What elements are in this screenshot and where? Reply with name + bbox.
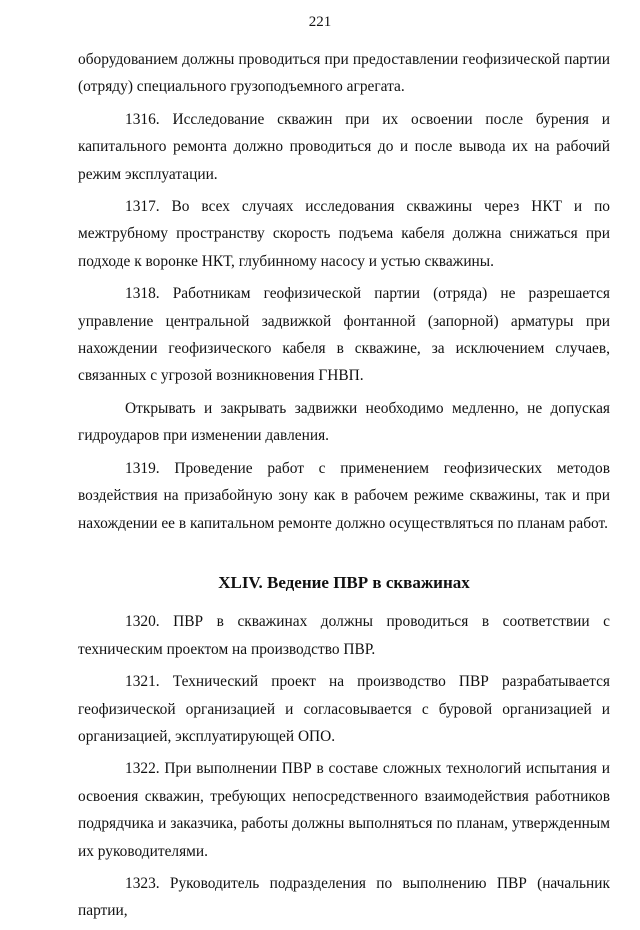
paragraph-1320: 1320. ПВР в скважинах должны проводиться в соответствии с техническим проектом на производство ПВР. bbox=[78, 613, 610, 658]
paragraph-continuation: оборудованием должны проводиться при предоставлении геофизической партии (отряду) специального грузоподъемного агрегата. bbox=[78, 51, 610, 96]
paragraph-1319: 1319. Проведение работ с применением геофизических методов воздействия на призабойную зону как в рабочем режиме скважины, так и при нахождении ее в капитальном ремонте должно осуществляться по планам работ. bbox=[78, 459, 610, 532]
paragraph-1321: 1321. Технический проект на производство ПВР разрабатывается геофизической организацией и согласовывается с буровой организацией и организацией, эксплуатирующей ОПО. bbox=[78, 673, 610, 745]
page-body bbox=[78, 46, 610, 930]
paragraph-1322: 1322. При выполнении ПВР в составе сложных технологий испытания и освоения скважин, требующих непосредственного взаимодействия работников подрядчика и заказчика, работы должны выполняться по планам, утвержденным их руководителями. bbox=[78, 760, 610, 860]
paragraph-1323: 1323. Руководитель подразделения по выполнению ПВР (начальник партии, bbox=[78, 874, 610, 920]
page-number: 221 bbox=[308, 14, 332, 30]
paragraph-1318: 1318. Работникам геофизической партии (отряда) не разрешается управление центральной задвижкой фонтанной (запорной) арматуры при нахождении геофизического кабеля в скважине, за исключением случаев, связанных с угрозой возникновения ГНВП. bbox=[78, 285, 610, 385]
section-heading: XLIV. Ведение ПВР в скважинах bbox=[218, 572, 470, 592]
paragraph-1318-note: Открывать и закрывать задвижки необходимо медленно, не допуская гидроударов при изменении давления. bbox=[78, 399, 610, 445]
paragraph-1316: 1316. Исследование скважин при их освоении после бурения и капитального ремонта должно проводиться до и после вывода их на рабочий режим эксплуатации. bbox=[78, 110, 610, 183]
paragraph-1317: 1317. Во всех случаях исследования скважины через НКТ и по межтрубному пространству скорость подъема кабеля должна снижаться при подходе к воронке НКТ, глубинному насосу и устью скважины. bbox=[78, 198, 610, 270]
